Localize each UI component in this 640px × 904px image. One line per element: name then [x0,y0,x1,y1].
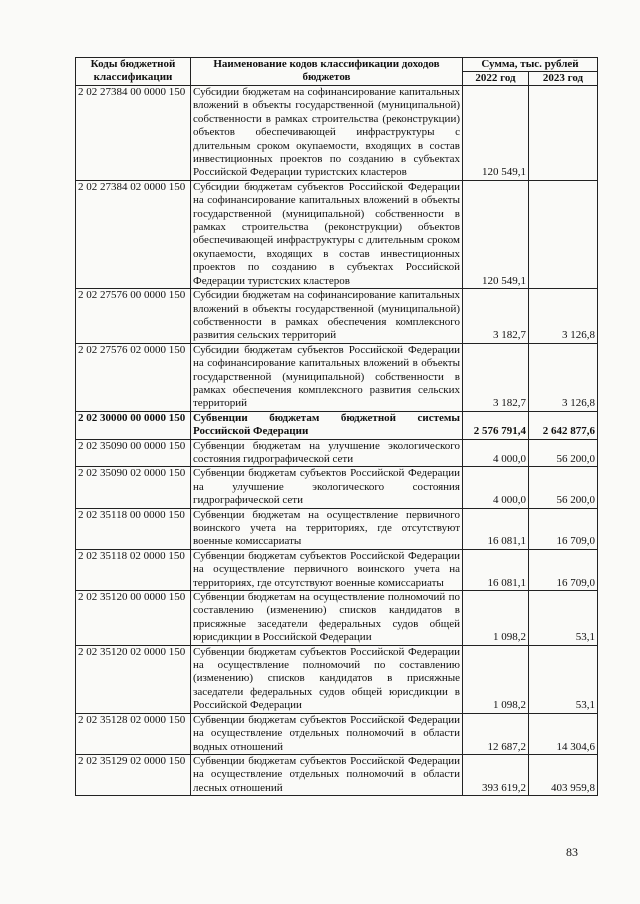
row-value-2023 [529,180,598,288]
row-name: Субвенции бюджетам субъектов Российской Федерации на осуществление первичного воинского учета на территориях, где отсутствуют военные комиссариаты [191,549,463,590]
row-name: Субсидии бюджетам субъектов Российской Федерации на софинансирование капитальных вложений в объекты государственной (муниципальной) собственности в рамках строительства (реконструкции) объектов обеспечивающей инфраструктуры с длительным сроком окупаемости, входящих в состав инвестиционных проектов по созданию в субъектах Российской Федерации туристских кластеров [191,180,463,288]
row-value-2022: 1 098,2 [463,645,529,713]
table-row [76,713,598,754]
header-code-column: Коды бюджетной классификации [76,58,191,86]
row-code: 2 02 35120 00 0000 150 [76,591,191,646]
budget-revenue-table [75,57,598,796]
row-value-2023: 403 959,8 [529,754,598,795]
row-value-2022: 3 182,7 [463,343,529,411]
row-code: 2 02 27384 00 0000 150 [76,86,191,181]
row-value-2022: 120 549,1 [463,86,529,181]
row-value-2022: 1 098,2 [463,591,529,646]
row-value-2022: 16 081,1 [463,508,529,549]
row-value-2022: 2 576 791,4 [463,411,529,439]
row-code: 2 02 27576 02 0000 150 [76,343,191,411]
row-name: Субвенции бюджетам на осуществление первичного воинского учета на территориях, где отсутствуют военные комиссариаты [191,508,463,549]
row-value-2023: 14 304,6 [529,713,598,754]
row-name: Субсидии бюджетам на софинансирование капитальных вложений в объекты государственной (муниципальной) собственности в рамках обеспечения комплексного развития сельских территорий [191,289,463,344]
row-name: Субвенции бюджетам субъектов Российской Федерации на улучшение экологического состояния гидрографической сети [191,467,463,508]
row-value-2022: 4 000,0 [463,439,529,467]
row-value-2023: 16 709,0 [529,508,598,549]
table-row [76,645,598,713]
row-value-2022: 4 000,0 [463,467,529,508]
row-code: 2 02 35118 02 0000 150 [76,549,191,590]
table-row [76,180,598,288]
row-value-2023: 53,1 [529,645,598,713]
header-row-1 [76,58,598,72]
row-code: 2 02 35090 00 0000 150 [76,439,191,467]
row-value-2023 [529,86,598,181]
header-name-column: Наименование кодов классификации доходов бюджетов [191,58,463,86]
header-year-2022: 2022 год [463,72,529,86]
row-value-2023: 2 642 877,6 [529,411,598,439]
row-code: 2 02 35120 02 0000 150 [76,645,191,713]
table-row [76,86,598,181]
table-body [76,86,598,796]
row-value-2023: 3 126,8 [529,343,598,411]
table-row [76,343,598,411]
table-row [76,549,598,590]
row-name: Субвенции бюджетам бюджетной системы Российской Федерации [191,411,463,439]
row-value-2023: 16 709,0 [529,549,598,590]
row-value-2022: 3 182,7 [463,289,529,344]
row-name: Субвенции бюджетам на улучшение экологического состояния гидрографической сети [191,439,463,467]
row-value-2023: 56 200,0 [529,467,598,508]
row-code: 2 02 35090 02 0000 150 [76,467,191,508]
row-code: 2 02 35118 00 0000 150 [76,508,191,549]
row-code: 2 02 35128 02 0000 150 [76,713,191,754]
row-name: Субвенции бюджетам субъектов Российской Федерации на осуществление отдельных полномочий в области водных отношений [191,713,463,754]
table-header [76,58,598,86]
row-value-2022: 16 081,1 [463,549,529,590]
row-name: Субвенции бюджетам субъектов Российской Федерации на осуществление полномочий по составлению (изменению) списков кандидатов в присяжные заседатели федеральных судов общей юрисдикции в Российской Федерации [191,645,463,713]
row-name: Субвенции бюджетам субъектов Российской Федерации на осуществление отдельных полномочий в области лесных отношений [191,754,463,795]
header-year-2023: 2023 год [529,72,598,86]
table-row-subtotal [76,411,598,439]
row-value-2022: 393 619,2 [463,754,529,795]
row-name: Субсидии бюджетам на софинансирование капитальных вложений в объекты государственной (муниципальной) собственности в рамках строительства (реконструкции) объектов обеспечивающей инфраструктуры с длительным сроком окупаемости, входящих в состав инвестиционных проектов по созданию в субъектах Российской Федерации туристских кластеров [191,86,463,181]
table-row [76,754,598,795]
row-name: Субвенции бюджетам на осуществление полномочий по составлению (изменению) списков кандидатов в присяжные заседатели федеральных судов общей юрисдикции в Российской Федерации [191,591,463,646]
row-name: Субсидии бюджетам субъектов Российской Федерации на софинансирование капитальных вложений в объекты государственной (муниципальной) собственности в рамках обеспечения комплексного развития сельских территорий [191,343,463,411]
row-code: 2 02 35129 02 0000 150 [76,754,191,795]
page-number: 83 [566,845,578,859]
row-value-2022: 120 549,1 [463,180,529,288]
row-value-2023: 53,1 [529,591,598,646]
table-row [76,508,598,549]
row-value-2022: 12 687,2 [463,713,529,754]
table-row [76,289,598,344]
table-row [76,439,598,467]
row-code: 2 02 30000 00 0000 150 [76,411,191,439]
row-code: 2 02 27576 00 0000 150 [76,289,191,344]
table-row [76,467,598,508]
row-value-2023: 3 126,8 [529,289,598,344]
table-row [76,591,598,646]
row-value-2023: 56 200,0 [529,439,598,467]
row-code: 2 02 27384 02 0000 150 [76,180,191,288]
header-sum-column: Сумма, тыс. рублей [463,58,598,72]
